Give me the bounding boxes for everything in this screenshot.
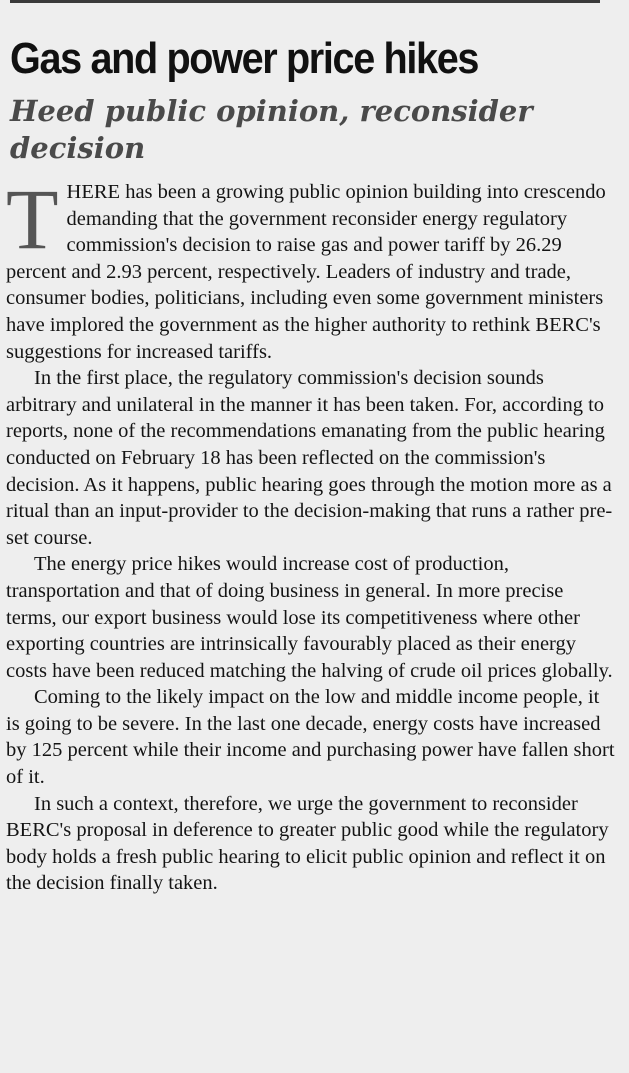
paragraph-1: In the first place, the regulatory commission's decision sounds arbitrary and unilateral in the manner it has been taken. For, according to reports, none of the recommendations emanating from the public hearing conducted on February 18 has been reflected on the commission's decision. As it happens, public hearing goes through the motion more as a ritual than an input-provider to the decision-making that runs a rather pre-set course. bbox=[6, 367, 613, 549]
paragraph-4: In such a context, therefore, we urge the government to reconsider BERC's proposal in deference to greater public good while the regulatory body holds a fresh public hearing to elicit public opinion and reflect it on the decision finally taken. bbox=[6, 792, 609, 895]
subheadline: Heed public opinion, reconsider decision bbox=[10, 94, 533, 165]
paragraph-3: Coming to the likely impact on the low and middle income people, it is going to be severe. In the last one decade, energy costs have increased by 125 percent while their income and purchasing power have fallen short of it. bbox=[6, 686, 615, 789]
top-rule bbox=[10, 0, 600, 3]
article-body bbox=[6, 171, 618, 897]
headline: Gas and power price hikes bbox=[10, 34, 479, 83]
paragraph-2: The energy price hikes would increase cost of production, transportation and that of doing business in general. In more precise terms, our export business would lose its competitiveness where other exporting countries are intrinsically favourably placed as their energy costs have been reduced matching the halving of crude oil prices globally. bbox=[6, 553, 613, 682]
drop-cap: T bbox=[6, 171, 59, 267]
lead-paragraph-text: HERE has been a growing public opinion building into crescendo demanding that the government reconsider energy regulatory commission's decision to raise gas and power tariff by 26.29 percent and 2.93 percent, respectively. Leaders of industry and trade, consumer bodies, politicians, including even some government ministers have implored the government as the higher authority to rethink BERC's suggestions for increased tariffs. bbox=[6, 181, 606, 363]
lead-paragraph bbox=[6, 171, 618, 365]
